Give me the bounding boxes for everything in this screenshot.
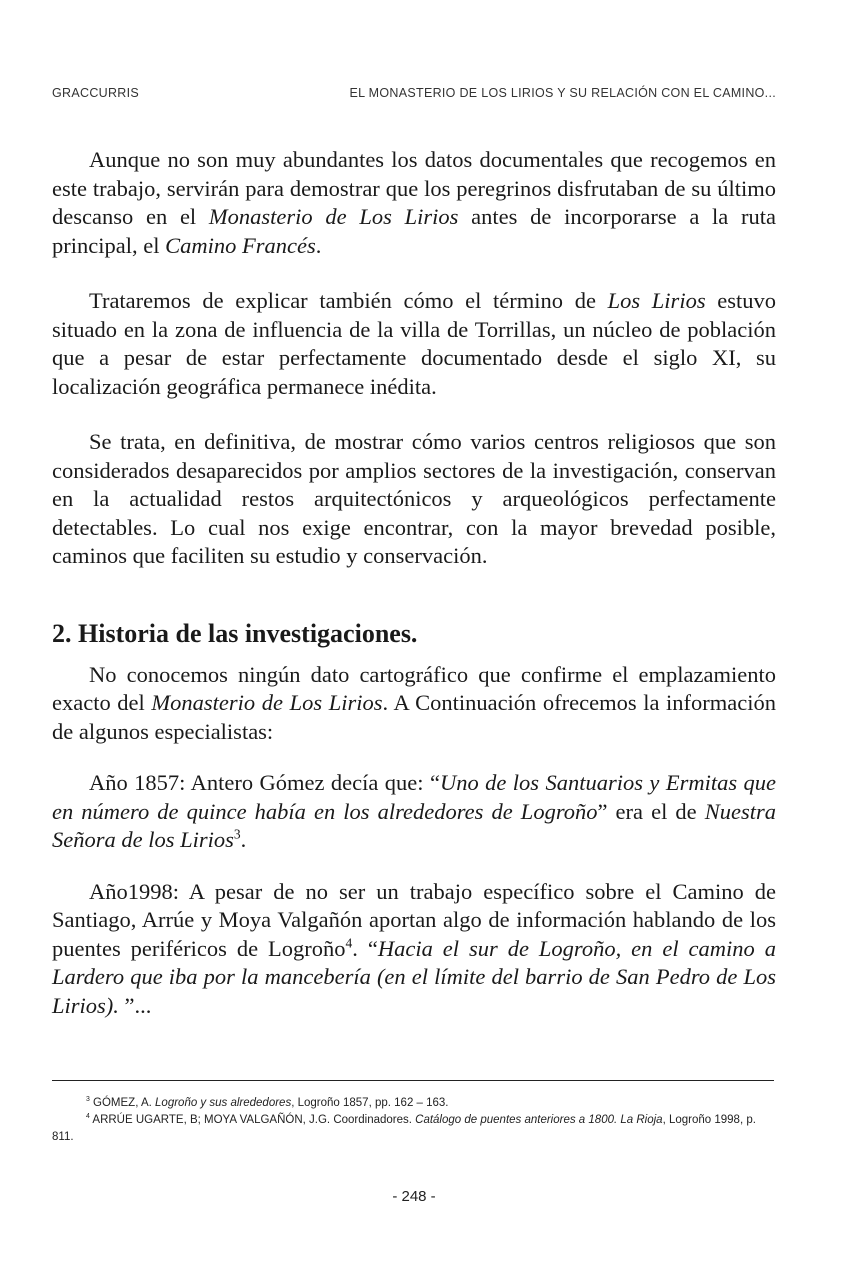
footnote-ref-4[interactable]: 4 [345,935,353,950]
paragraph-1-text-b: antes de incorporarse a la ruta principal, el [52,204,776,258]
footnote-4-text-b: , Logroño 1998, p. 811. [52,1114,756,1143]
footnote-4-text-a: ARRÚE UGARTE, B; MOYA VALGAÑÓN, J.G. Coordinadores. [89,1114,416,1126]
paragraph-2 [52,287,776,401]
header-left-title: GRACCURRIS [52,86,140,100]
paragraph-4-text-a: No conocemos ningún dato cartográfico que confirme el emplazamiento exacto del [52,661,776,715]
header-right-title: EL MONASTERIO DE LOS LIRIOS Y SU RELACIÓN CON EL CAMINO... [349,86,776,100]
main-body [52,146,776,1020]
footnote-4-italic: Catálogo de puentes anteriores a 1800. La Rioja [415,1114,663,1126]
paragraph-4 [52,661,776,747]
paragraph-4-text-b: . A Continuación ofrecemos la información de algunos especialistas: [52,690,777,744]
running-header [52,86,776,100]
paragraph-1-text-c: . [315,232,322,258]
footnotes [52,1080,774,1146]
paragraph-6-text-a: Año1998: A pesar de no ser un trabajo específico sobre el Camino de Santiago, Arrúe y Moya Valgañón aportan algo de información hablando de los puentes periféricos de Logroño [52,878,776,961]
paragraph-4-italic-a: Monasterio de Los Lirios [151,690,383,715]
section-heading: 2. Historia de las investigaciones. [52,618,418,648]
paragraph-1-italic-b: Camino Francés [165,232,316,258]
paragraph-5-italic-b: Nuestra Señora de los Lirios [52,798,776,852]
paragraph-5-text-a: Año 1857: Antero Gómez decía que: “ [89,770,440,795]
paragraph-3-text: Se trata, en definitiva, de mostrar cómo varios centros religiosos que son considerados desaparecidos por amplios sectores de la investigación, conservan en la actualidad restos arquitectónicos y arqueológicos perfectamente detectables. Lo cual nos exige encontrar, con la mayor brevedad posible, caminos que faciliten su estudio y conservación. [52,429,776,568]
page-number: - 248 - [392,1188,436,1205]
paragraph-6-text-c: ”... [118,992,152,1018]
footnote-3-text-a: GÓMEZ, A. [89,1097,156,1109]
footnote-3-italic: Logroño y sus alrededores [155,1097,292,1109]
paragraph-1-italic-a: Monasterio de Los Lirios [208,204,459,229]
footnote-4-number: 4 [86,1113,90,1121]
paragraph-5-italic-a: Uno de los Santuarios y Ermitas que en número de quince había en los alrededores de Logroño [52,770,776,824]
paragraph-1-text-a: Aunque no son muy abundantes los datos documentales que recogemos en este trabajo, servirán para demostrar que los peregrinos disfrutaban de su último descanso en el [52,147,776,229]
paragraph-6-italic-a: Hacia el sur de Logroño, en el camino a Lardero que iba por la mancebería (en el límite del barrio de San Pedro de Los Lirios). [52,935,776,1018]
footnote-3-text-b: , Logroño 1857, pp. 162 – 163. [291,1097,449,1109]
footnote-3 [52,1095,774,1112]
paragraph-3 [52,428,776,571]
paragraph-6 [52,878,776,1021]
footnote-3-number: 3 [86,1096,90,1104]
footnote-ref-3[interactable]: 3 [233,826,241,842]
paragraph-2-text-a: Trataremos de explicar también cómo el término de [89,288,608,313]
footnote-4 [52,1112,774,1146]
paragraph-2-text-b: estuvo situado en la zona de influencia de la villa de Torrillas, un núcleo de población que a pesar de estar perfectamente documentado desde el siglo XI, su localización geográfica permanece inédita. [52,288,776,399]
paragraph-5 [52,769,776,855]
paragraph-6-text-b: . “ [352,935,378,961]
paragraph-1 [52,146,776,260]
paragraph-2-italic-a: Los Lirios [607,288,706,313]
paragraph-5-text-c: . [240,827,247,852]
document-page [52,0,776,1284]
paragraph-5-text-b: ” era el de [597,798,705,824]
